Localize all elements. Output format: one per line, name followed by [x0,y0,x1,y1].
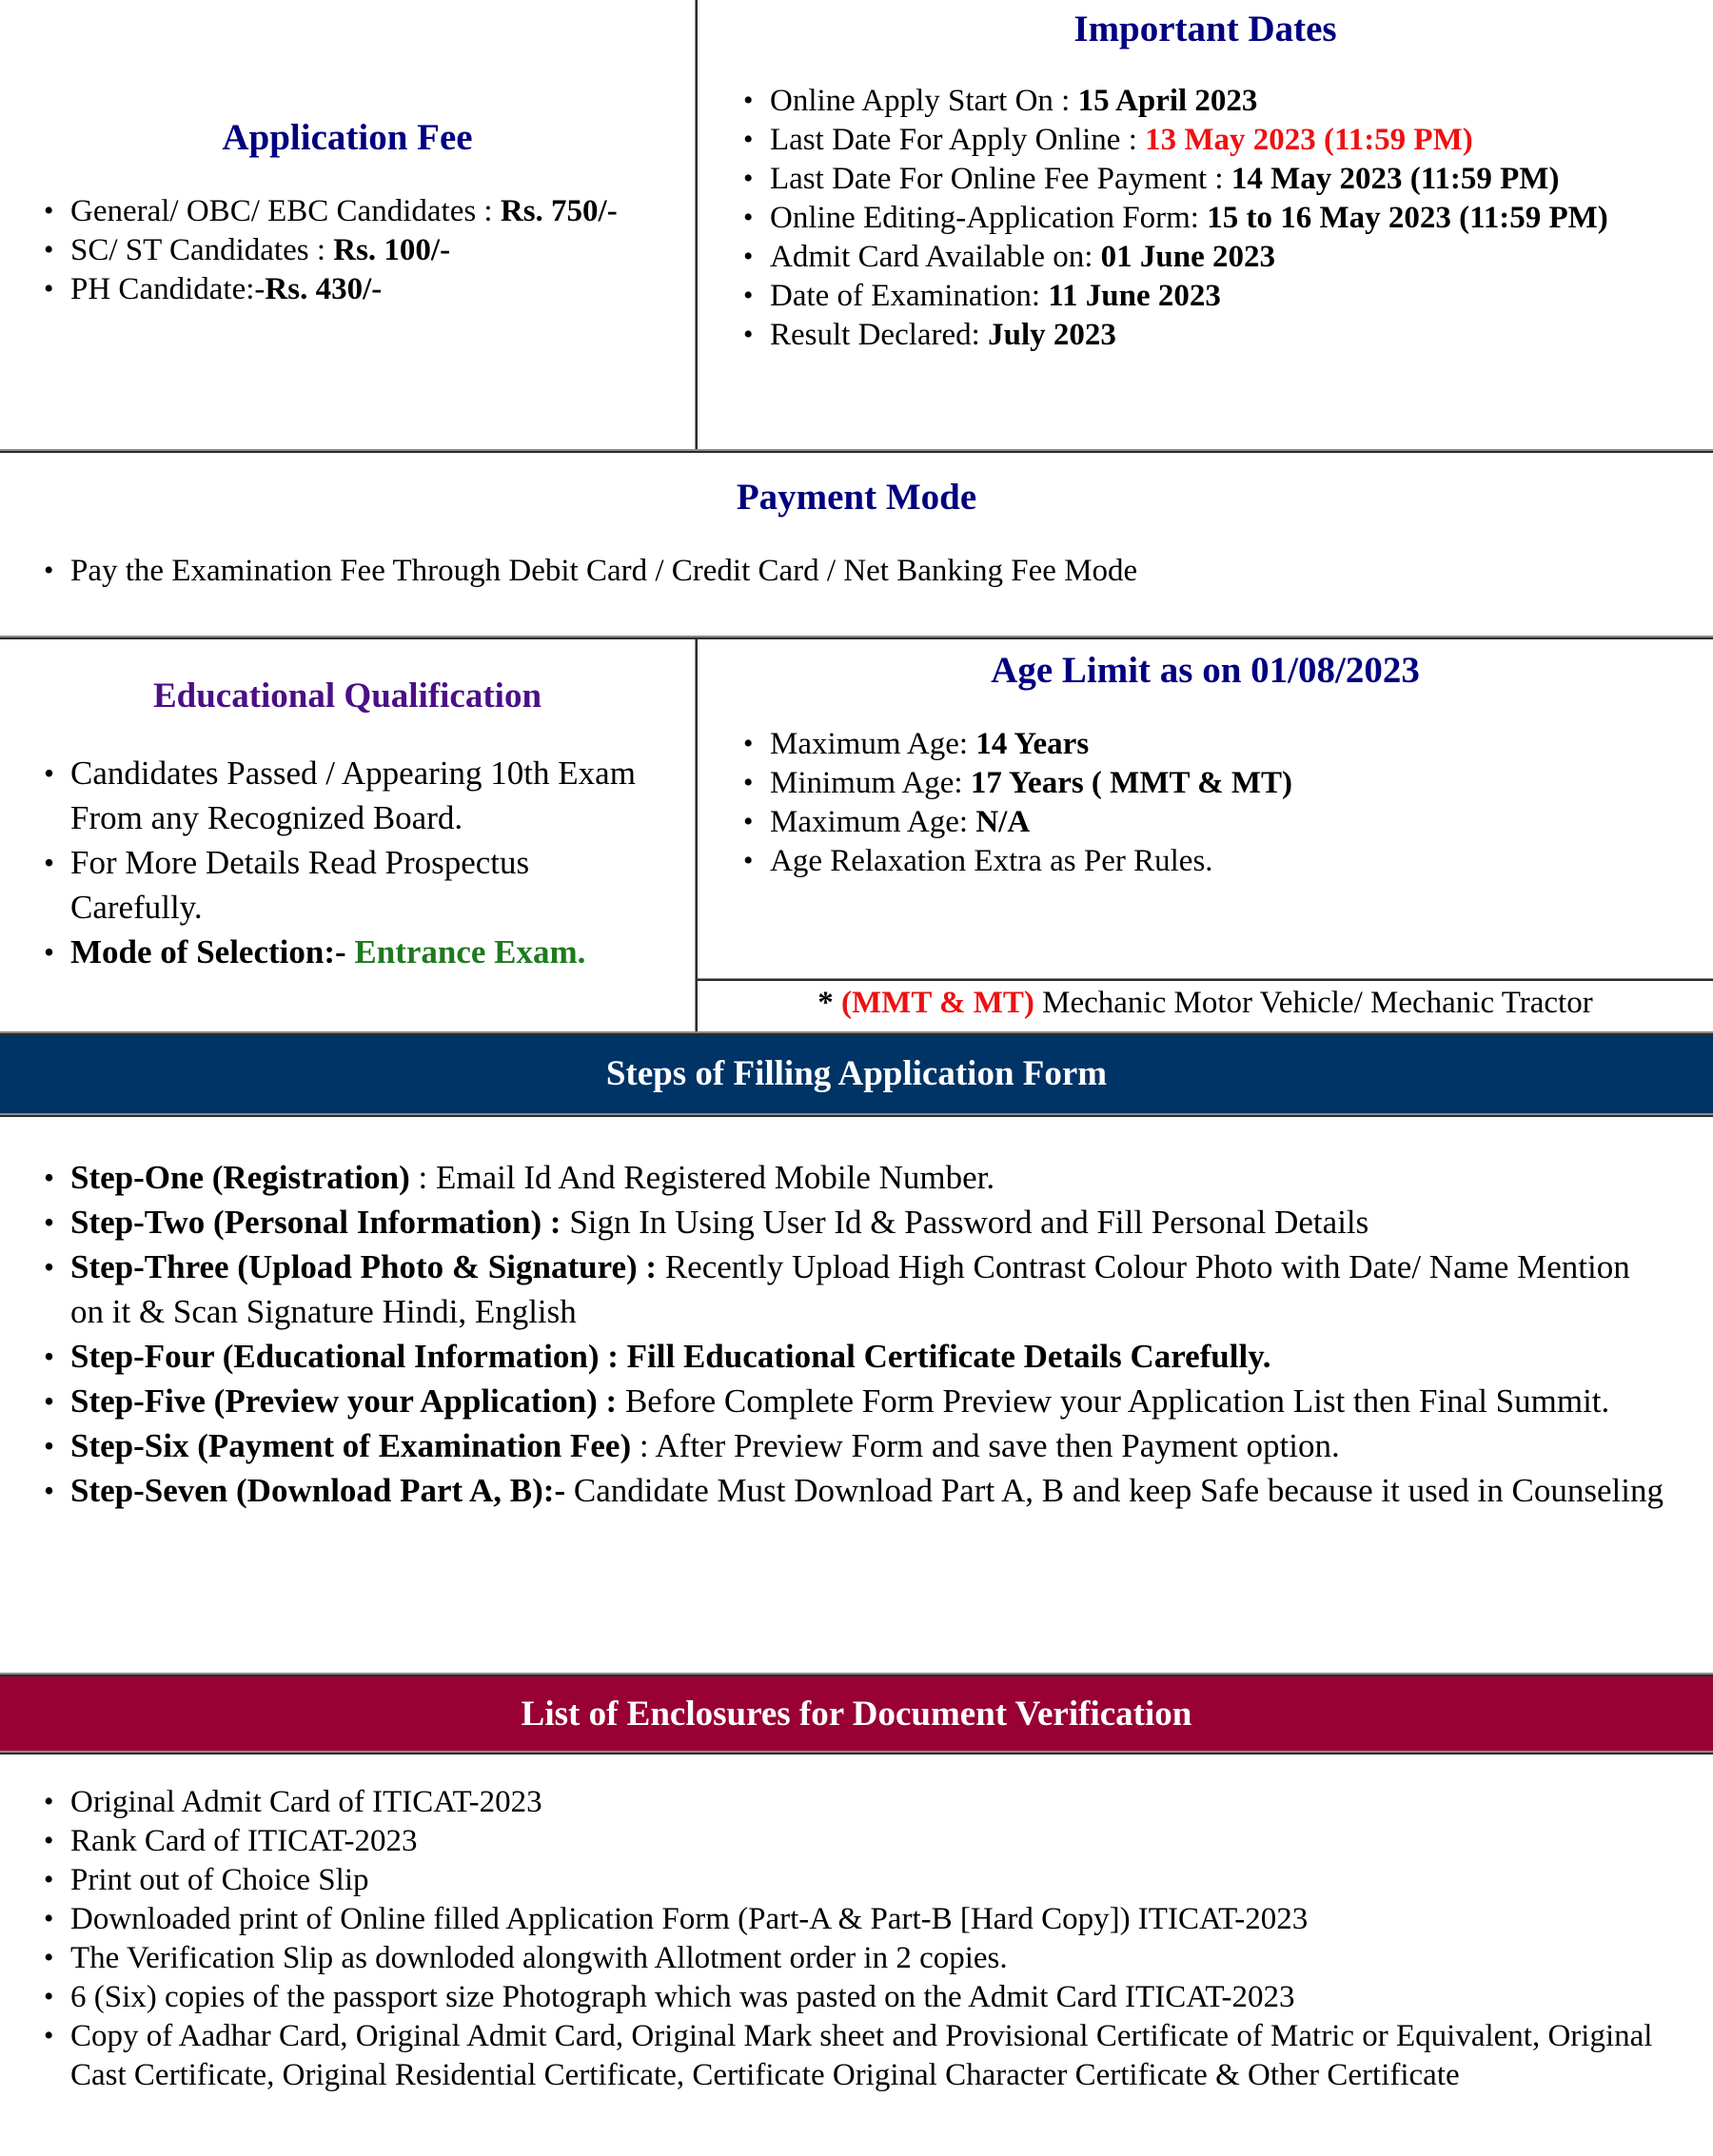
list-item [738,199,1713,238]
list-item [738,277,1713,316]
date-label: Result Declared: [770,318,989,352]
date-value: 13 May 2023 (11:59 PM) [1145,123,1473,157]
list-item [738,82,1713,121]
note-asterisk: * [817,986,842,1020]
fee-value: Rs. 100/- [333,233,451,267]
step-item [38,1200,1713,1245]
step-label: Step-One (Registration) [70,1159,410,1196]
list-item: • Pay the Examination Fee Through Debit Card / Credit Card / Net Banking Fee Mode [38,552,1694,591]
list-item [38,270,695,309]
enclosure-item: • Print out of Choice Slip [38,1861,1713,1900]
list-item [738,160,1713,199]
step-separator: : [631,1427,656,1464]
section-divider [0,449,1713,453]
fee-label: SC/ ST Candidates : [70,233,334,267]
enclosure-item: • Original Admit Card of ITICAT-2023 [38,1783,1713,1822]
age-value: 17 Years ( MMT & MT) [970,766,1293,800]
fee-label: General/ OBC/ EBC Candidates : [70,194,501,228]
step-separator: : [409,1159,436,1196]
date-value: 01 June 2023 [1100,240,1276,274]
step-separator [565,1472,574,1509]
list-item [738,842,1713,881]
educational-qualification-title: Educational Qualification [152,676,542,715]
enclosures-banner [0,1676,1713,1753]
age-limit-list [738,725,1713,881]
mode-of-selection-label: Mode of Selection:- [70,933,355,970]
age-note-divider [698,978,1713,981]
step-text: After Preview Form and save then Payment option. [655,1427,1340,1464]
age-limit-title: Age Limit as on 01/08/2023 [991,650,1420,691]
age-value: 14 Years [975,727,1090,761]
step-text: Before Complete Form Preview your Application List then Final Summit. [624,1382,1610,1420]
mode-of-selection-value: Entrance Exam. [354,933,586,970]
step-item [38,1155,1713,1200]
date-value: 15 April 2023 [1077,84,1258,118]
note-abbreviation: (MMT & MT) [841,986,1034,1020]
step-text: Sign In Using User Id & Password and Fill Personal Details [569,1204,1369,1241]
step-item [38,1468,1713,1513]
payment-mode-title: Payment Mode [736,477,977,518]
enclosure-item: • Rank Card of ITICAT-2023 [38,1822,1713,1861]
enclosure-item: • The Verification Slip as downloded alongwith Allotment order in 2 copies. [38,1939,1713,1978]
steps-title: Steps of Filling Application Form [605,1054,1108,1093]
step-separator [561,1204,570,1241]
column-divider [695,639,698,1031]
fee-label: PH Candidate:- [70,272,266,306]
date-label: Last Date For Online Fee Payment : [770,162,1231,196]
steps-banner [0,1035,1713,1113]
educational-qualification-list [38,751,666,974]
date-label: Last Date For Apply Online : [770,123,1146,157]
date-label: Online Editing-Application Form: [770,201,1208,235]
date-value: 11 June 2023 [1048,279,1221,313]
date-value: 15 to 16 May 2023 (11:59 PM) [1207,201,1608,235]
date-label: Date of Examination: [770,279,1049,313]
date-label: Admit Card Available on: [770,240,1101,274]
age-label: Age Relaxation Extra as Per Rules. [770,844,1213,878]
list-item [38,192,695,231]
steps-list [38,1155,1713,1513]
important-dates-title: Important Dates [1073,9,1337,49]
step-label: Step-Seven (Download Part A, B):- [70,1472,566,1509]
step-item [38,1379,1713,1423]
enclosure-item: • Downloaded print of Online filled Application Form (Part-A & Part-B [Hard Copy]) ITICAT-2023 [38,1900,1713,1939]
enclosures-list [38,1783,1713,2095]
step-text: Candidate Must Download Part A, B and keep Safe because it used in Counseling [573,1472,1664,1509]
age-label: Maximum Age: [770,727,976,761]
column-divider [695,0,698,449]
enclosure-item: • 6 (Six) copies of the passport size Photograph which was pasted on the Admit Card ITICAT-2023 [38,1978,1713,2017]
date-label: Online Apply Start On : [770,84,1078,118]
fee-value: Rs. 750/- [500,194,618,228]
enclosures-title: List of Enclosures for Document Verification [521,1695,1192,1734]
age-label: Minimum Age: [770,766,971,800]
list-item [738,316,1713,355]
section-divider [0,1751,1713,1754]
step-text: Recently Upload High Contrast Colour Photo with Date/ Name Mention on it & Scan Signature Hindi, English [70,1248,1630,1330]
step-separator [657,1248,665,1285]
list-item [738,725,1713,764]
step-item [38,1334,1713,1379]
section-divider [0,1113,1713,1117]
date-value: 14 May 2023 (11:59 PM) [1231,162,1560,196]
note-text: Mechanic Motor Vehicle/ Mechanic Tractor [1034,986,1593,1020]
list-item [738,238,1713,277]
important-dates-list [738,82,1713,355]
step-label: Step-Two (Personal Information) : [70,1204,561,1241]
list-item [38,930,666,974]
section-divider [0,636,1713,639]
fee-value: Rs. 430/- [265,272,383,306]
list-item: • For More Details Read Prospectus Carefully. [38,840,666,930]
step-label: Step-Four (Educational Information) : Fill Educational Certificate Details Carefully. [70,1338,1271,1375]
list-item [738,121,1713,160]
application-fee-title: Application Fee [222,117,473,158]
step-text: Email Id And Registered Mobile Number. [436,1159,995,1196]
step-separator [617,1382,625,1420]
list-item [738,803,1713,842]
application-fee-list [38,192,695,309]
step-label: Step-Five (Preview your Application) : [70,1382,618,1420]
step-item [38,1423,1713,1468]
step-label: Step-Six (Payment of Examination Fee) [70,1427,632,1464]
list-item [738,764,1713,803]
step-label: Step-Three (Upload Photo & Signature) : [70,1248,658,1285]
age-label: Maximum Age: [770,805,976,839]
payment-mode-list [38,552,1694,591]
age-value: N/A [975,805,1031,839]
enclosure-item: • Copy of Aadhar Card, Original Admit Card, Original Mark sheet and Provisional Certificate of Matric or Equivalent, Original Cast Certificate, Original Residential Certificate, Certificate Original Character Certificate & Other Certificate [38,2017,1713,2095]
step-item [38,1245,1713,1334]
list-item [38,231,695,270]
age-limit-note [698,984,1713,1023]
date-value: July 2023 [988,318,1116,352]
list-item: • Candidates Passed / Appearing 10th Exam From any Recognized Board. [38,751,666,840]
